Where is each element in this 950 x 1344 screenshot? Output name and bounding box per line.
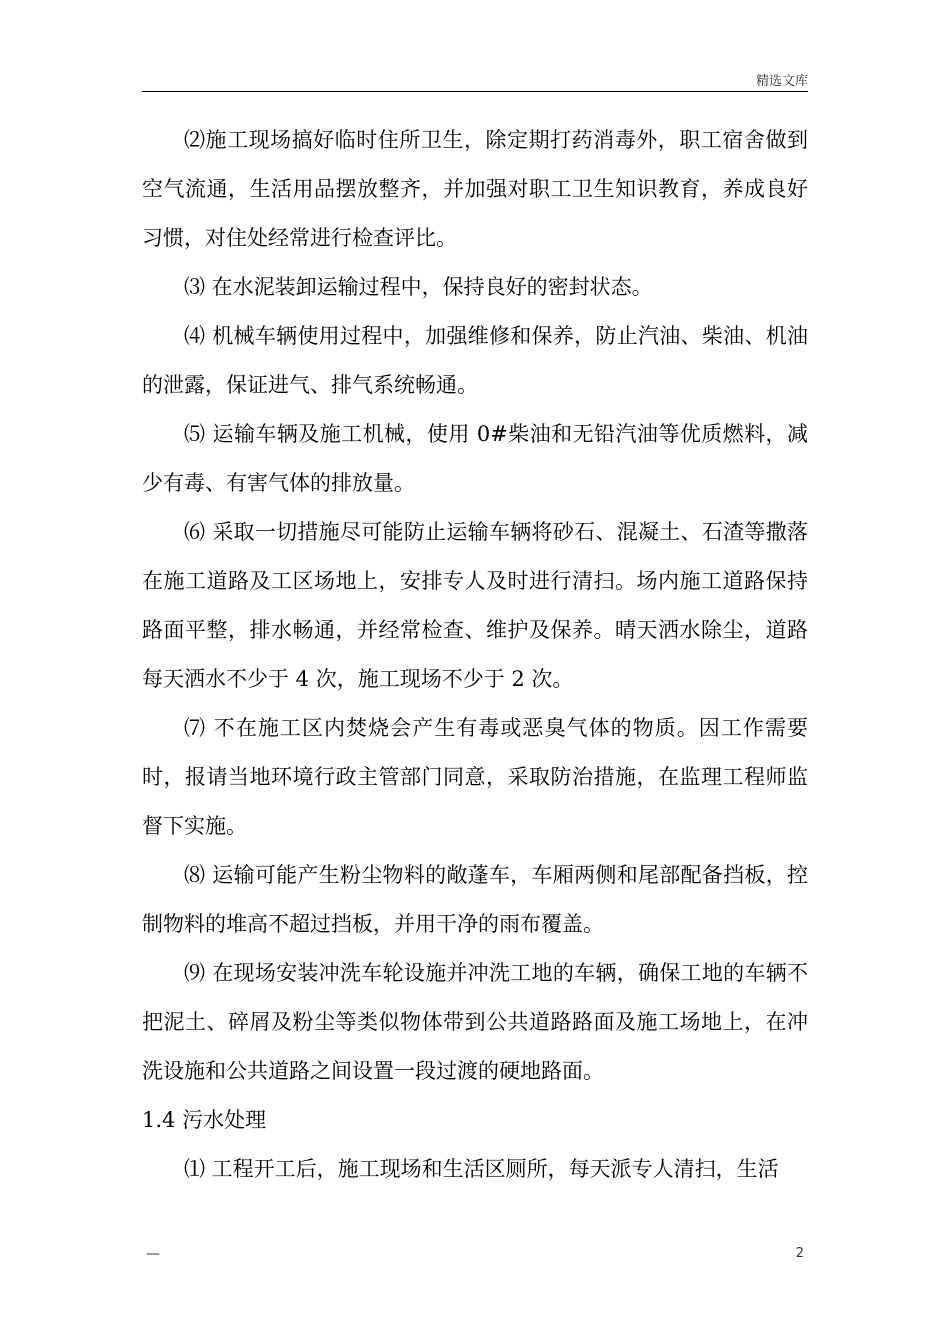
section-heading: 1.4 污水处理 (142, 1108, 267, 1132)
paragraph: ⑶ 在水泥装卸运输过程中，保持良好的密封状态。 (184, 275, 653, 299)
paragraph: ⑴ 工程开工后，施工现场和生活区厕所，每天派专人清扫，生活 (184, 1157, 779, 1181)
paragraph: ⑵施工现场搞好临时住所卫生，除定期打药消毒外，职工宿舍做到空气流通，生活用品摆放整齐，并加强对职工卫生知识教育，养成良好习惯，对住处经常进行检查评比。 (142, 128, 808, 250)
document-body (142, 116, 808, 1194)
header-rule (142, 91, 808, 92)
paragraph: ⑼ 在现场安装冲洗车轮设施并冲洗工地的车辆，确保工地的车辆不把泥土、碎屑及粉尘等类似物体带到公共道路路面及施工场地上，在冲洗设施和公共道路之间设置一段过渡的硬地路面。 (142, 961, 808, 1083)
paragraph: ⑷ 机械车辆使用过程中，加强维修和保养，防止汽油、柴油、机油的泄露，保证进气、排气系统畅通。 (142, 324, 808, 397)
page-number: 2 (795, 1246, 804, 1261)
paragraph: ⑹ 采取一切措施尽可能防止运输车辆将砂石、混凝土、石渣等撒落在施工道路及工区场地上，安排专人及时进行清扫。场内施工道路保持路面平整，排水畅通，并经常检查、维护及保养。晴天洒水除尘，道路每天洒水不少于 4 次，施工现场不少于 2 次。 (142, 520, 808, 691)
header-label: 精选文库 (755, 74, 808, 89)
paragraph: ⑸ 运输车辆及施工机械，使用 0#柴油和无铅汽油等优质燃料，减少有毒、有害气体的排放量。 (142, 422, 808, 495)
footer-dash: — (146, 1246, 160, 1262)
paragraph: ⑺ 不在施工区内焚烧会产生有毒或恶臭气体的物质。因工作需要时，报请当地环境行政主管部门同意，采取防治措施，在监理工程师监督下实施。 (142, 716, 808, 838)
paragraph: ⑻ 运输可能产生粉尘物料的敞蓬车，车厢两侧和尾部配备挡板，控制物料的堆高不超过挡板，并用干净的雨布覆盖。 (142, 863, 808, 936)
